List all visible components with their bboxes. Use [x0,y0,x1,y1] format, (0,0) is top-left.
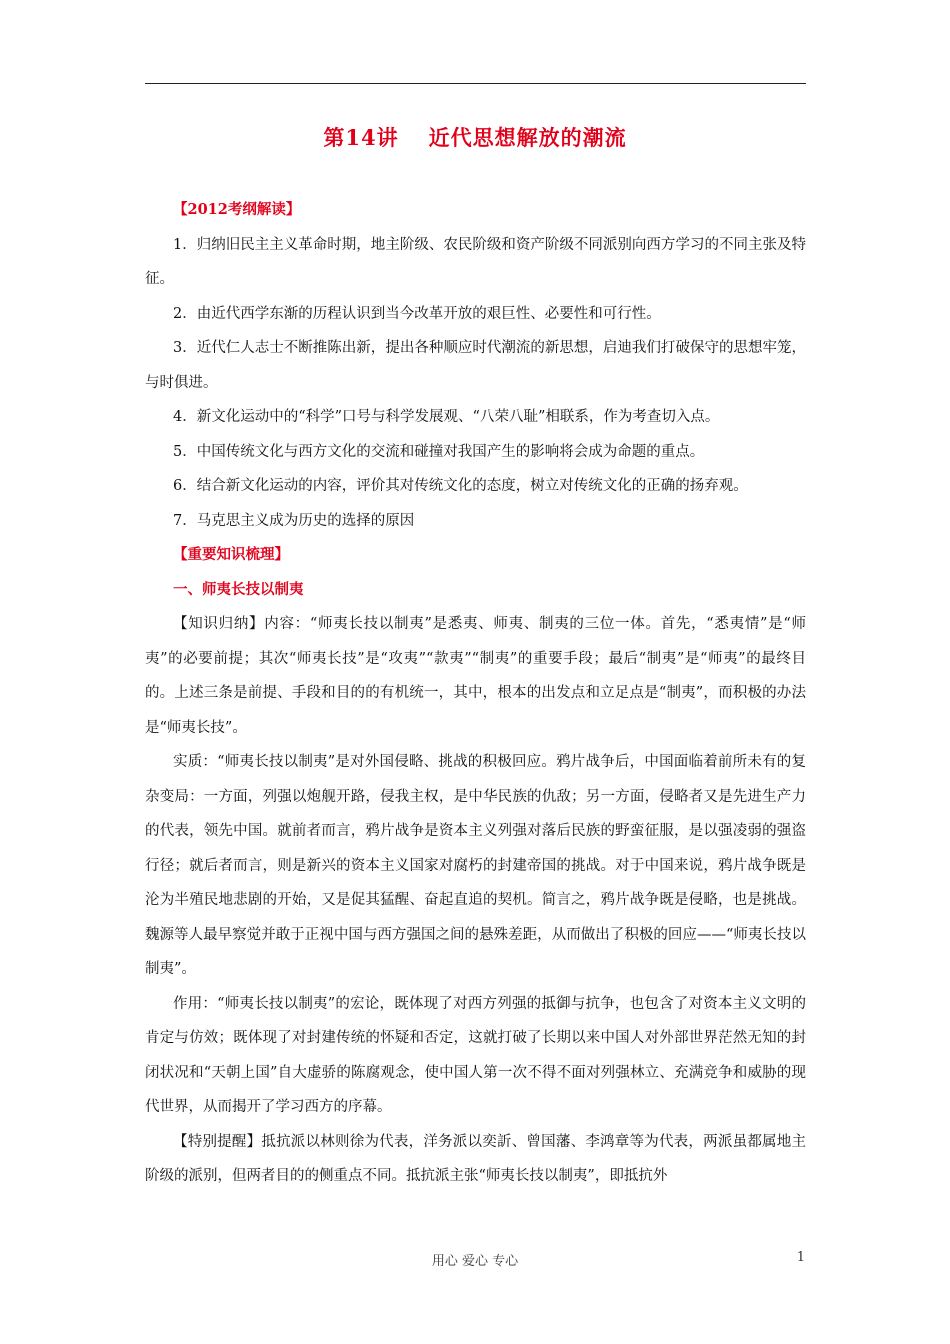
syllabus-heading: 【2012考纲解读】 [173,201,301,218]
lecture-topic: 近代思想解放的潮流 [428,125,627,150]
syllabus-item-2: 2．由近代西学东渐的历程认识到当今改革开放的艰巨性、必要性和可行性。 [173,305,661,322]
knowledge-heading: 【重要知识梳理】 [173,546,289,563]
syllabus-item-4: 4．新文化运动中的“科学”口号与科学发展观、“八荣八耻”相联系，作为考查切入点。 [173,409,720,425]
paragraph-essence: 实质：“师夷长技以制夷”是对外国侵略、挑战的积极回应。鸦片战争后，中国面临着前所未有的复杂变局：一方面，列强以炮舰开路，侵我主权，是中华民族的仇敌；另一方面，侵略者又是先进生产力的代表，领先中国。就前者而言，鸦片战争是资本主义列强对落后民族的野蛮征服，是以强凌弱的强盗行径；就后者而言，则是新兴的资本主义国家对腐朽的封建帝国的挑战。对于中国来说，鸦片战争既是沦为半殖民地悲剧的开始，又是促其猛醒、奋起直追的契机。简言之，鸦片战争既是侵略，也是挑战。魏源等人最早察觉并敢于正视中国与西方强国之间的悬殊差距，从而做出了积极的回应——“师夷长技以制夷”。 [145,754,806,977]
lecture-title [0,122,950,152]
lecture-number: 第14讲 [323,125,399,150]
document-body [145,193,806,1194]
syllabus-item-6: 6．结合新文化运动的内容，评价其对传统文化的态度，树立对传统文化的正确的扬弃观。 [173,478,748,494]
footer-slogan: 用心 爱心 专心 [431,1254,519,1269]
page-number: 1 [796,1250,805,1265]
paragraph-summary: 【知识归纳】内容：“师夷长技以制夷”是悉夷、师夷、制夷的三位一体。首先，“悉夷情”是“师夷”的必要前提；其次“师夷长技”是“攻夷”“款夷”“制夷”的重要手段；最后“制夷”是“师夷”的最终目的。上述三条是前提、手段和目的的有机统一，其中，根本的出发点和立足点是“制夷”，而积极的办法是“师夷长技”。 [145,616,806,736]
syllabus-item-7: 7．马克思主义成为历史的选择的原因 [173,512,415,529]
paragraph-reminder: 【特别提醒】抵抗派以林则徐为代表，洋务派以奕訢、曾国藩、李鸿章等为代表，两派虽都属地主阶级的派别，但两者目的的侧重点不同。抵抗派主张“师夷长技以制夷”，即抵抗外 [145,1133,806,1184]
syllabus-item-3: 3．近代仁人志士不断推陈出新，提出各种顺应时代潮流的新思想，启迪我们打破保守的思想牢笼，与时俱进。 [145,340,806,391]
sub-heading: 一、师夷长技以制夷 [173,580,304,598]
syllabus-item-5: 5．中国传统文化与西方文化的交流和碰撞对我国产生的影响将会成为命题的重点。 [173,443,705,460]
paragraph-effect: 作用：“师夷长技以制夷”的宏论，既体现了对西方列强的抵御与抗争，也包含了对资本主义文明的肯定与仿效；既体现了对封建传统的怀疑和否定，这就打破了长期以来中国人对外部世界茫然无知的封闭状况和“天朝上国”自大虚骄的陈腐观念，使中国人第一次不得不面对列强林立、充满竞争和威胁的现代世界，从而揭开了学习西方的序幕。 [145,995,806,1115]
syllabus-item-1: 1．归纳旧民主主义革命时期，地主阶级、农民阶级和资产阶级不同派别向西方学习的不同主张及特征。 [145,236,806,287]
header-rule [145,83,806,84]
